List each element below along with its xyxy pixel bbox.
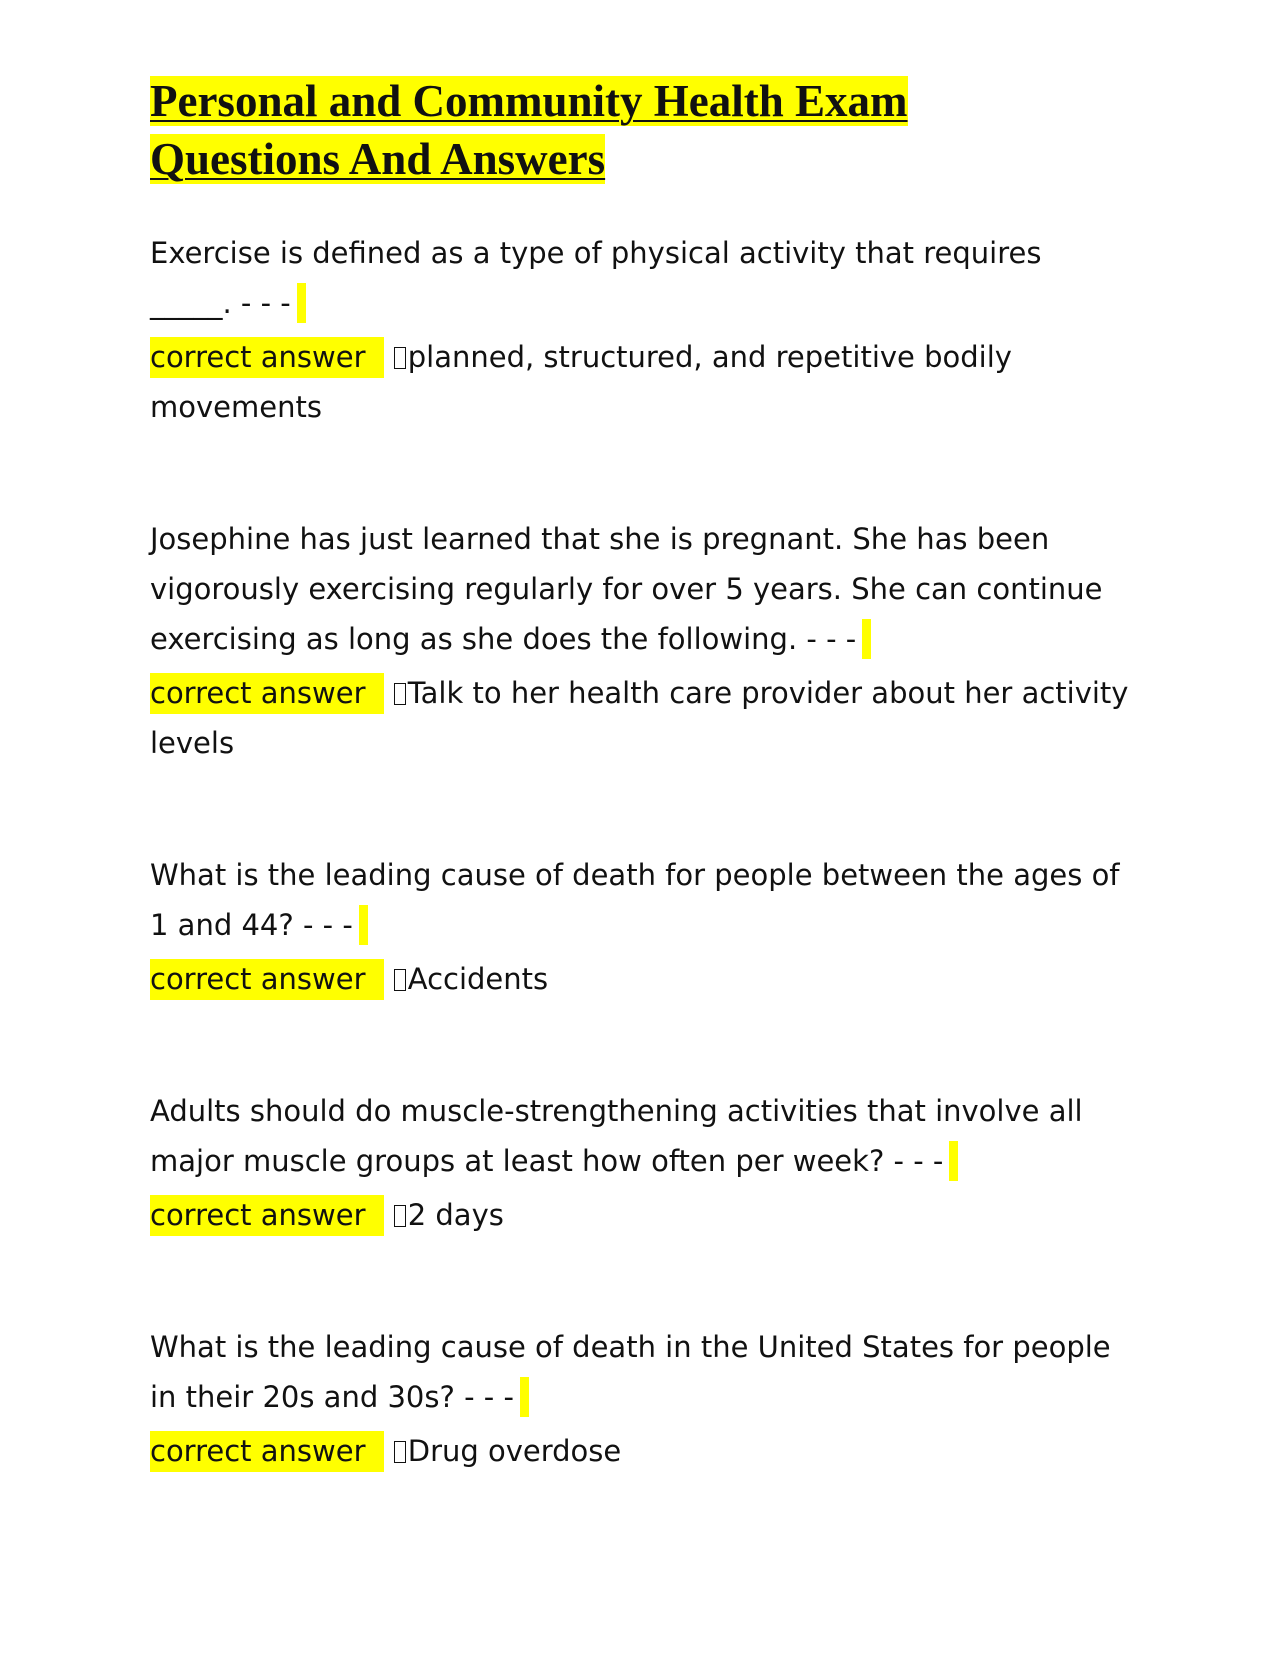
answer-text: 2 days [407,1198,504,1232]
missing-glyph-icon [394,1205,406,1227]
qa-item [150,228,1130,432]
question-text: Exercise is defined as a type of physical activity that requires _____. - - - [150,228,1130,328]
question-text: What is the leading cause of death in the United States for people in their 20s and 30s? - - - [150,1322,1130,1422]
correct-answer-label: correct answer [150,673,384,714]
title-line-2: Questions And Answers [150,134,606,184]
qa-item [150,1322,1130,1476]
answer-row [150,1426,1130,1476]
answer-row [150,1190,1130,1240]
answer-text: Talk to her health care provider about her activity levels [150,676,1129,760]
answer-row [150,668,1130,768]
answer-text: Drug overdose [407,1434,622,1468]
missing-glyph-icon [394,1441,406,1463]
correct-answer-label: correct answer [150,1195,384,1236]
missing-glyph-icon [394,347,406,369]
correct-answer-label: correct answer [150,1431,384,1472]
qa-item [150,850,1130,1004]
page-title [150,72,1130,188]
highlight-marker [949,1141,958,1181]
highlight-marker [520,1377,529,1417]
qa-item [150,1086,1130,1240]
correct-answer-label: correct answer [150,337,384,378]
title-line-1: Personal and Community Health Exam [150,76,908,126]
qa-item [150,514,1130,768]
missing-glyph-icon [394,683,406,705]
highlight-marker [862,619,871,659]
missing-glyph-icon [394,969,406,991]
answer-text: planned, structured, and repetitive bodily movements [150,340,1012,424]
correct-answer-label: correct answer [150,959,384,1000]
question-text: What is the leading cause of death for people between the ages of 1 and 44? - - - [150,850,1130,950]
highlight-marker [297,283,306,323]
document-page [150,72,1130,1476]
answer-text: Accidents [407,962,549,996]
highlight-marker [359,905,368,945]
answer-row [150,954,1130,1004]
question-text: Adults should do muscle-strengthening activities that involve all major muscle groups at least how often per week? - - - [150,1086,1130,1186]
answer-row [150,332,1130,432]
question-text: Josephine has just learned that she is pregnant. She has been vigorously exercising regularly for over 5 years. She can continue exercising as long as she does the following. - - - [150,514,1130,664]
